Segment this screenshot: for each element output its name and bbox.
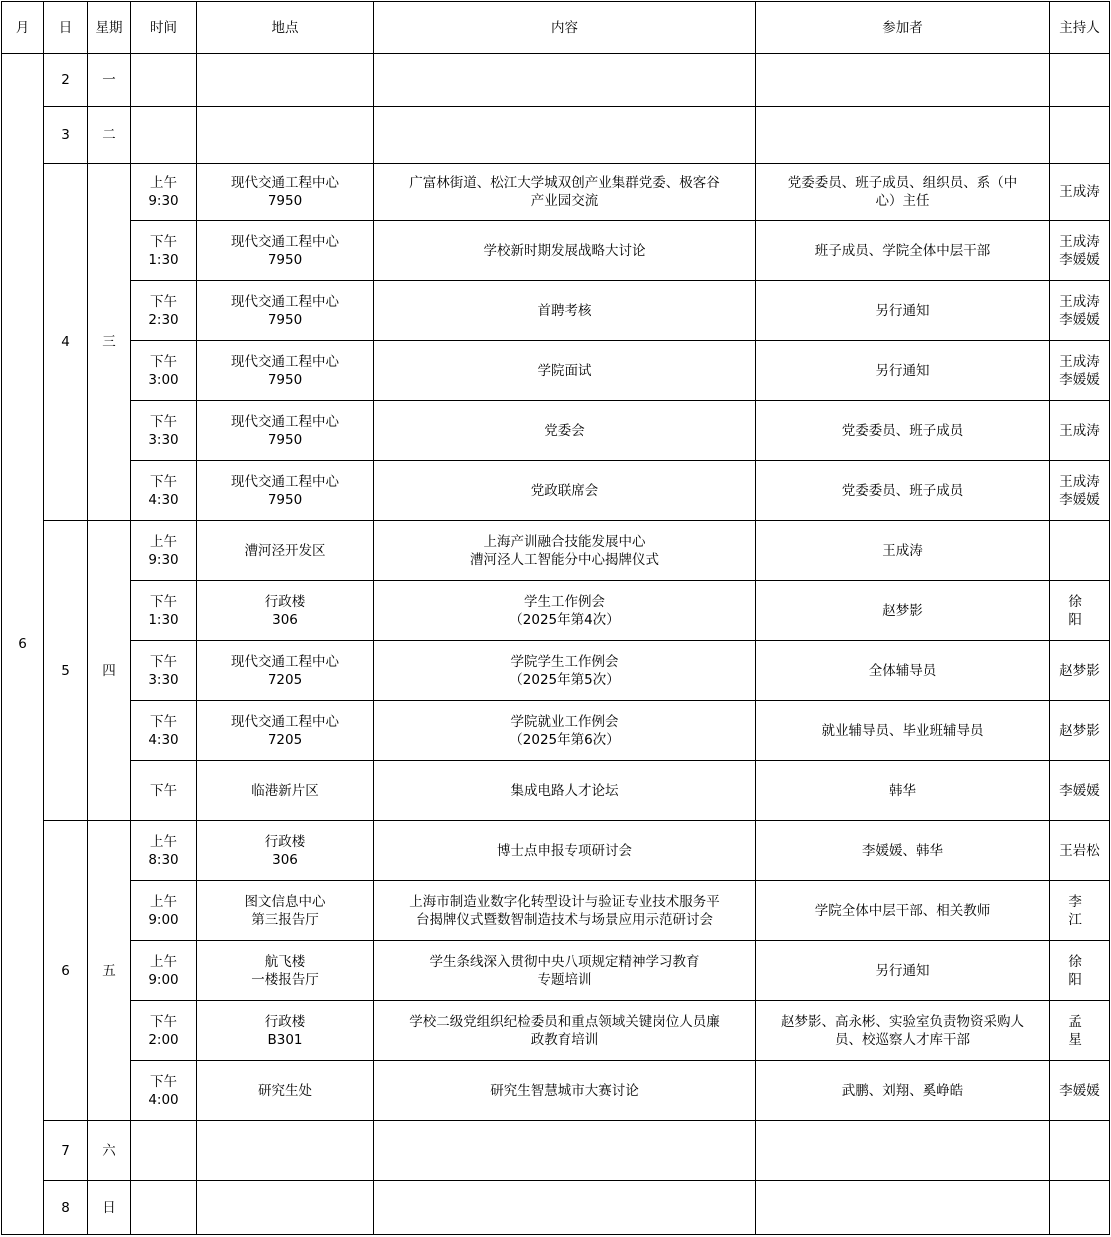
participants-cell-line-1: 班子成员、学院全体中层干部 xyxy=(814,242,991,259)
time-cell xyxy=(131,821,197,881)
time-cell xyxy=(131,641,197,701)
host-cell-line-1: 王成涛 xyxy=(1059,422,1100,439)
day-cell-line-1: 2 xyxy=(61,72,70,88)
place-cell-line-1: 现代交通工程中心 xyxy=(231,233,339,250)
schedule-table xyxy=(1,1,1110,1235)
participants-cell xyxy=(756,521,1050,581)
participants-cell-empty xyxy=(756,1121,1050,1181)
time-cell-line-2: 9:00 xyxy=(148,971,179,988)
host-cell-line-1: 李媛媛 xyxy=(1059,1082,1100,1099)
content-cell-line-1: 党委会 xyxy=(544,422,585,439)
content-cell-line-1: 学院面试 xyxy=(537,362,592,379)
place-cell-line-2: 306 xyxy=(272,851,298,868)
time-cell-empty xyxy=(131,54,197,107)
place-cell-line-2: 7950 xyxy=(267,251,303,268)
table-row xyxy=(2,1001,1110,1061)
host-cell xyxy=(1050,521,1110,581)
place-cell-line-2: 7950 xyxy=(267,491,303,508)
content-cell-line-1: 博士点申报专项研讨会 xyxy=(497,842,632,859)
host-cell-line-1: 徐阳 xyxy=(1068,593,1097,628)
content-cell-line-2: （2025年第6次） xyxy=(509,731,620,748)
time-cell xyxy=(131,941,197,1001)
table-row xyxy=(2,164,1110,221)
place-cell-line-1: 行政楼 xyxy=(264,1013,306,1030)
header-host: 主持人 xyxy=(1050,2,1110,54)
host-cell-line-2: 李媛媛 xyxy=(1059,491,1100,508)
place-cell xyxy=(197,281,374,341)
time-cell xyxy=(131,581,197,641)
time-cell-line-1: 下午 xyxy=(150,353,177,370)
time-cell xyxy=(131,461,197,521)
day-cell-line-1: 3 xyxy=(61,127,70,143)
host-cell-line-1: 赵梦影 xyxy=(1059,722,1100,739)
participants-cell-line-1: 就业辅导员、毕业班辅导员 xyxy=(821,722,984,739)
time-cell xyxy=(131,221,197,281)
host-cell xyxy=(1050,164,1110,221)
place-cell-line-1: 现代交通工程中心 xyxy=(231,175,339,191)
time-cell-line-2: 1:30 xyxy=(148,251,179,268)
time-cell xyxy=(131,1061,197,1121)
time-cell-line-1: 上午 xyxy=(150,893,177,910)
place-cell xyxy=(197,941,374,1001)
time-cell xyxy=(131,1001,197,1061)
place-cell-line-1: 现代交通工程中心 xyxy=(231,653,339,670)
time-cell-line-1: 上午 xyxy=(150,533,177,550)
place-cell xyxy=(197,701,374,761)
host-cell xyxy=(1050,581,1110,641)
time-cell xyxy=(131,281,197,341)
host-cell-empty xyxy=(1050,1121,1110,1181)
day-cell xyxy=(44,164,88,521)
content-cell-line-1: 首聘考核 xyxy=(537,302,592,319)
host-cell-line-1: 王成涛 xyxy=(1059,473,1100,490)
time-cell-line-2: 9:00 xyxy=(148,911,179,928)
content-cell xyxy=(374,281,756,341)
time-cell xyxy=(131,701,197,761)
place-cell xyxy=(197,761,374,821)
place-cell xyxy=(197,581,374,641)
weekday-cell-line-1: 六 xyxy=(102,1142,116,1159)
header-time: 时间 xyxy=(131,2,197,54)
place-cell-line-1: 研究生处 xyxy=(258,1082,312,1099)
host-cell-empty xyxy=(1050,107,1110,164)
host-cell xyxy=(1050,701,1110,761)
place-cell xyxy=(197,221,374,281)
weekday-cell xyxy=(88,1121,131,1181)
content-cell-line-1: 上海市制造业数字化转型设计与验证专业技术服务平 xyxy=(409,893,720,910)
content-cell-line-2: 政教育培训 xyxy=(530,1031,599,1048)
time-cell-line-1: 上午 xyxy=(150,953,177,970)
header-row xyxy=(2,2,1110,54)
participants-cell-line-2: 员、校巡察人才库干部 xyxy=(835,1031,970,1048)
time-cell xyxy=(131,521,197,581)
header-month: 月 xyxy=(2,2,44,54)
time-cell-empty xyxy=(131,107,197,164)
place-cell-line-2: 7950 xyxy=(267,371,303,388)
participants-cell xyxy=(756,761,1050,821)
content-cell-line-2: （2025年第4次） xyxy=(509,611,620,628)
participants-cell-line-1: 赵梦影 xyxy=(882,602,923,619)
weekday-cell xyxy=(88,1181,131,1235)
time-cell-line-1: 下午 xyxy=(150,473,177,490)
header-weekday: 星期 xyxy=(88,2,131,54)
time-cell-line-1: 下午 xyxy=(150,713,177,730)
host-cell xyxy=(1050,881,1110,941)
host-cell-line-1: 李媛媛 xyxy=(1059,782,1100,799)
content-cell xyxy=(374,881,756,941)
host-cell xyxy=(1050,1001,1110,1061)
table-row xyxy=(2,761,1110,821)
host-cell xyxy=(1050,941,1110,1001)
content-cell-line-2: 专题培训 xyxy=(537,971,592,988)
table-row xyxy=(2,401,1110,461)
table-row xyxy=(2,1121,1110,1181)
place-cell xyxy=(197,641,374,701)
place-cell xyxy=(197,1001,374,1061)
table-row xyxy=(2,54,1110,107)
host-cell-line-1: 徐阳 xyxy=(1068,953,1097,988)
content-cell-line-1: 学校新时期发展战略大讨论 xyxy=(483,242,646,259)
participants-cell-line-1: 韩华 xyxy=(889,782,916,799)
time-cell-line-2: 8:30 xyxy=(148,851,179,868)
schedule-body xyxy=(2,54,1110,1235)
participants-cell-line-1: 李媛媛、韩华 xyxy=(862,842,943,859)
time-cell-line-1: 下午 xyxy=(150,413,177,430)
content-cell-line-1: 学生工作例会 xyxy=(524,593,605,610)
participants-cell-line-2: 心）主任 xyxy=(875,193,930,209)
place-cell-line-1: 临港新片区 xyxy=(251,782,319,799)
time-cell xyxy=(131,761,197,821)
content-cell xyxy=(374,1061,756,1121)
weekday-cell xyxy=(88,107,131,164)
time-cell xyxy=(131,401,197,461)
weekday-cell-line-1: 四 xyxy=(102,662,116,679)
content-cell-line-1: 党政联席会 xyxy=(530,482,599,499)
host-cell-line-1: 王成涛 xyxy=(1059,184,1100,200)
weekday-cell-line-1: 日 xyxy=(102,1199,116,1216)
day-cell-line-1: 8 xyxy=(61,1199,70,1216)
content-cell xyxy=(374,761,756,821)
participants-cell-line-1: 另行通知 xyxy=(875,362,930,379)
time-cell xyxy=(131,164,197,221)
participants-cell xyxy=(756,341,1050,401)
day-cell xyxy=(44,521,88,821)
place-cell xyxy=(197,1061,374,1121)
day-cell-line-1: 7 xyxy=(61,1142,70,1159)
weekday-cell xyxy=(88,54,131,107)
content-cell-empty xyxy=(374,107,756,164)
time-cell-line-1: 上午 xyxy=(150,833,177,850)
place-cell xyxy=(197,521,374,581)
place-cell-line-2: 一楼报告厅 xyxy=(251,971,319,988)
content-cell-line-2: 产业园交流 xyxy=(530,193,599,209)
content-cell-line-2: 台揭牌仪式暨数智制造技术与场景应用示范研讨会 xyxy=(416,911,713,928)
content-cell xyxy=(374,521,756,581)
content-cell-line-1: 广富林街道、松江大学城双创产业集群党委、极客谷 xyxy=(409,175,720,191)
place-cell-line-1: 现代交通工程中心 xyxy=(231,713,339,730)
table-row xyxy=(2,1061,1110,1121)
host-cell-line-2: 李媛媛 xyxy=(1059,251,1100,268)
participants-cell xyxy=(756,941,1050,1001)
place-cell-line-1: 图文信息中心 xyxy=(244,893,326,910)
host-cell xyxy=(1050,641,1110,701)
time-cell-line-2: 9:30 xyxy=(148,551,179,568)
weekday-cell-line-1: 五 xyxy=(102,962,116,979)
host-cell-line-1: 王岩松 xyxy=(1059,842,1100,859)
time-cell-line-2: 1:30 xyxy=(148,611,179,628)
place-cell-line-2: 306 xyxy=(272,611,298,628)
participants-cell xyxy=(756,1061,1050,1121)
host-cell-empty xyxy=(1050,1181,1110,1235)
place-cell xyxy=(197,164,374,221)
place-cell-empty xyxy=(197,1121,374,1181)
weekday-cell xyxy=(88,521,131,821)
time-cell-line-1: 下午 xyxy=(150,593,177,610)
participants-cell xyxy=(756,701,1050,761)
host-cell-line-2: 李媛媛 xyxy=(1059,371,1100,388)
participants-cell xyxy=(756,164,1050,221)
content-cell-empty xyxy=(374,1181,756,1235)
time-cell-line-2: 4:30 xyxy=(148,491,179,508)
place-cell-line-1: 现代交通工程中心 xyxy=(231,293,339,310)
host-cell-line-1: 孟星 xyxy=(1068,1013,1097,1048)
host-cell xyxy=(1050,461,1110,521)
participants-cell-line-1: 赵梦影、高永彬、实验室负责物资采购人 xyxy=(781,1013,1024,1030)
time-cell-line-1: 下午 xyxy=(150,293,177,310)
table-row xyxy=(2,581,1110,641)
participants-cell-line-1: 王成涛 xyxy=(882,542,923,559)
month-cell-line-1: 6 xyxy=(18,636,27,652)
participants-cell xyxy=(756,821,1050,881)
content-cell xyxy=(374,461,756,521)
header-place: 地点 xyxy=(197,2,374,54)
content-cell-line-1: 研究生智慧城市大赛讨论 xyxy=(490,1082,639,1099)
table-row xyxy=(2,941,1110,1001)
time-cell-line-2: 3:30 xyxy=(148,431,179,448)
participants-cell xyxy=(756,401,1050,461)
host-cell-empty xyxy=(1050,54,1110,107)
table-row xyxy=(2,341,1110,401)
place-cell xyxy=(197,821,374,881)
table-row xyxy=(2,221,1110,281)
place-cell-line-2: B301 xyxy=(267,1031,303,1048)
content-cell-line-2: （2025年第5次） xyxy=(509,671,620,688)
content-cell-line-1: 学生条线深入贯彻中央八项规定精神学习教育 xyxy=(429,953,700,970)
content-cell-line-1: 学院就业工作例会 xyxy=(510,713,619,730)
time-cell-line-2: 9:30 xyxy=(148,193,179,209)
header-day: 日 xyxy=(44,2,88,54)
content-cell xyxy=(374,941,756,1001)
participants-cell-line-1: 全体辅导员 xyxy=(868,662,937,679)
table-row xyxy=(2,107,1110,164)
participants-cell-line-1: 另行通知 xyxy=(875,962,930,979)
time-cell-line-2: 2:30 xyxy=(148,311,179,328)
time-cell-line-1: 上午 xyxy=(150,175,177,191)
place-cell-line-2: 7205 xyxy=(267,731,303,748)
content-cell-empty xyxy=(374,54,756,107)
content-cell-line-1: 学院学生工作例会 xyxy=(510,653,619,670)
content-cell xyxy=(374,1001,756,1061)
weekday-cell xyxy=(88,164,131,521)
place-cell-empty xyxy=(197,54,374,107)
table-row xyxy=(2,701,1110,761)
place-cell-line-1: 现代交通工程中心 xyxy=(231,413,339,430)
day-cell xyxy=(44,1121,88,1181)
content-cell xyxy=(374,164,756,221)
time-cell-line-1: 下午 xyxy=(150,1013,177,1030)
day-cell-line-1: 6 xyxy=(61,962,70,979)
participants-cell xyxy=(756,221,1050,281)
content-cell-empty xyxy=(374,1121,756,1181)
host-cell-line-1: 赵梦影 xyxy=(1059,662,1100,679)
place-cell-line-2: 7950 xyxy=(267,431,303,448)
place-cell-line-2: 7950 xyxy=(267,193,303,209)
content-cell-line-1: 上海产训融合技能发展中心 xyxy=(483,533,646,550)
time-cell xyxy=(131,881,197,941)
host-cell-line-1: 李江 xyxy=(1068,893,1097,928)
content-cell xyxy=(374,401,756,461)
table-row xyxy=(2,881,1110,941)
time-cell-line-2: 3:00 xyxy=(148,371,179,388)
host-cell xyxy=(1050,281,1110,341)
day-cell xyxy=(44,54,88,107)
table-row xyxy=(2,281,1110,341)
table-row xyxy=(2,641,1110,701)
table-row xyxy=(2,821,1110,881)
content-cell-line-2: 漕河泾人工智能分中心揭牌仪式 xyxy=(470,551,659,568)
participants-cell xyxy=(756,641,1050,701)
place-cell-line-2: 7205 xyxy=(267,671,303,688)
participants-cell-line-1: 学院全体中层干部、相关教师 xyxy=(814,902,991,919)
day-cell xyxy=(44,1181,88,1235)
place-cell xyxy=(197,341,374,401)
place-cell-line-1: 现代交通工程中心 xyxy=(231,353,339,370)
participants-cell-line-1: 党委委员、班子成员 xyxy=(841,482,964,499)
time-cell xyxy=(131,341,197,401)
place-cell-line-1: 漕河泾开发区 xyxy=(244,542,326,559)
table-row xyxy=(2,461,1110,521)
host-cell xyxy=(1050,821,1110,881)
content-cell xyxy=(374,701,756,761)
time-cell-line-1: 下午 xyxy=(150,653,177,670)
time-cell-line-2: 2:00 xyxy=(148,1031,179,1048)
time-cell-empty xyxy=(131,1121,197,1181)
weekday-cell xyxy=(88,821,131,1121)
place-cell xyxy=(197,881,374,941)
host-cell xyxy=(1050,341,1110,401)
host-cell-line-2: 李媛媛 xyxy=(1059,311,1100,328)
host-cell xyxy=(1050,761,1110,821)
participants-cell xyxy=(756,1001,1050,1061)
weekday-cell-line-1: 三 xyxy=(102,334,116,350)
content-cell xyxy=(374,821,756,881)
content-cell xyxy=(374,581,756,641)
place-cell-empty xyxy=(197,107,374,164)
header-participants: 参加者 xyxy=(756,2,1050,54)
content-cell xyxy=(374,341,756,401)
content-cell xyxy=(374,641,756,701)
participants-cell xyxy=(756,581,1050,641)
content-cell-line-1: 集成电路人才论坛 xyxy=(510,782,619,799)
participants-cell-empty xyxy=(756,54,1050,107)
participants-cell-line-1: 党委委员、班子成员、组织员、系（中 xyxy=(787,175,1018,191)
content-cell xyxy=(374,221,756,281)
participants-cell xyxy=(756,461,1050,521)
place-cell-line-1: 行政楼 xyxy=(264,833,306,850)
weekday-cell-line-1: 二 xyxy=(102,127,116,143)
time-cell-line-1: 下午 xyxy=(150,782,177,799)
day-cell xyxy=(44,107,88,164)
month-cell xyxy=(2,54,44,1235)
place-cell-line-1: 航飞楼 xyxy=(264,953,306,970)
table-row xyxy=(2,1181,1110,1235)
time-cell-empty xyxy=(131,1181,197,1235)
time-cell-line-2: 4:30 xyxy=(148,731,179,748)
weekday-cell-line-1: 一 xyxy=(102,72,116,88)
place-cell-line-2: 第三报告厅 xyxy=(251,911,319,928)
participants-cell-line-1: 另行通知 xyxy=(875,302,930,319)
place-cell xyxy=(197,461,374,521)
content-cell-line-1: 学校二级党组织纪检委员和重点领域关键岗位人员廉 xyxy=(409,1013,720,1030)
day-cell-line-1: 5 xyxy=(61,662,70,679)
participants-cell-empty xyxy=(756,1181,1050,1235)
host-cell-line-1: 王成涛 xyxy=(1059,233,1100,250)
host-cell xyxy=(1050,221,1110,281)
host-cell xyxy=(1050,401,1110,461)
place-cell-line-1: 现代交通工程中心 xyxy=(231,473,339,490)
participants-cell xyxy=(756,281,1050,341)
table-row xyxy=(2,521,1110,581)
time-cell-line-1: 下午 xyxy=(150,233,177,250)
time-cell-line-1: 下午 xyxy=(150,1073,177,1090)
place-cell xyxy=(197,401,374,461)
participants-cell xyxy=(756,881,1050,941)
place-cell-line-2: 7950 xyxy=(267,311,303,328)
host-cell-line-1: 王成涛 xyxy=(1059,293,1100,310)
place-cell-empty xyxy=(197,1181,374,1235)
time-cell-line-2: 4:00 xyxy=(148,1091,179,1108)
header-content: 内容 xyxy=(374,2,756,54)
host-cell xyxy=(1050,1061,1110,1121)
participants-cell-line-1: 武鹏、刘翔、奚峥皓 xyxy=(841,1082,964,1099)
participants-cell-line-1: 党委委员、班子成员 xyxy=(841,422,964,439)
participants-cell-empty xyxy=(756,107,1050,164)
day-cell-line-1: 4 xyxy=(61,334,70,350)
day-cell xyxy=(44,821,88,1121)
host-cell-line-1: 王成涛 xyxy=(1059,353,1100,370)
place-cell-line-1: 行政楼 xyxy=(264,593,306,610)
time-cell-line-2: 3:30 xyxy=(148,671,179,688)
